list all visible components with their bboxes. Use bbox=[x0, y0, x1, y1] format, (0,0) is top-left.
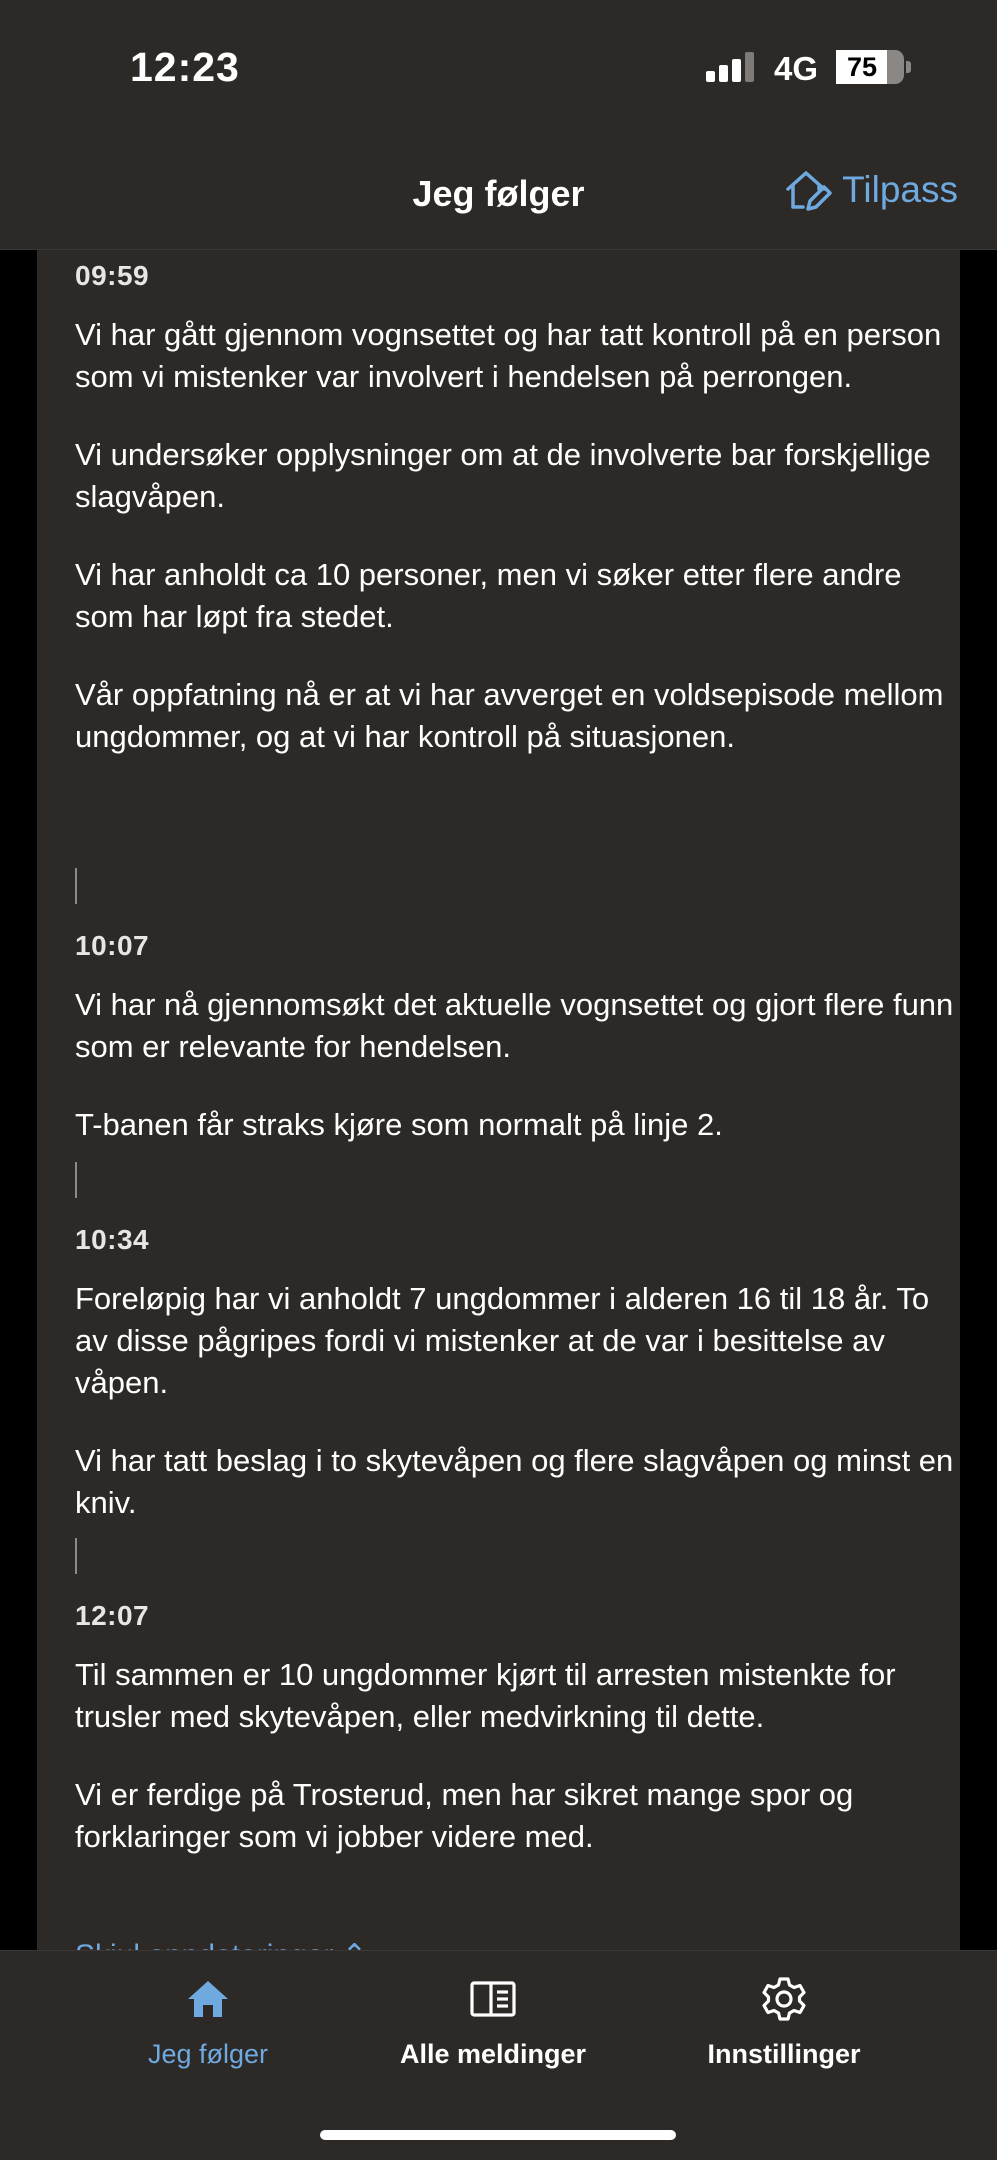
battery-icon bbox=[836, 50, 906, 84]
update-paragraph: Vi har nå gjennomsøkt det aktuelle vognsettet og gjort flere funn som er relevante for hendelsen. bbox=[75, 987, 954, 1064]
update-paragraph: Vi har tatt beslag i to skytevåpen og flere slagvåpen og minst en kniv. bbox=[75, 1443, 954, 1520]
page-title: Jeg følger bbox=[412, 173, 585, 214]
updates-feed[interactable] bbox=[37, 250, 960, 1950]
update-time: 12:07 bbox=[75, 1600, 150, 1631]
status-bar bbox=[0, 0, 997, 135]
status-time: 12:23 bbox=[130, 44, 240, 90]
update-paragraph: Vi har anholdt ca 10 personer, men vi søker etter flere andre som har løpt fra stedet. bbox=[75, 557, 902, 634]
network-type: 4G bbox=[774, 50, 819, 87]
tab-alle-meldinger[interactable] bbox=[373, 1951, 613, 2081]
update-time: 10:34 bbox=[75, 1224, 150, 1255]
update-paragraph: Vi undersøker opplysninger om at de involverte bar forskjellige slagvåpen. bbox=[75, 437, 931, 514]
customize-label: Tilpass bbox=[842, 169, 958, 210]
update-body bbox=[75, 1278, 955, 1524]
tab-jeg-folger[interactable] bbox=[98, 1951, 318, 2081]
update-paragraph: T-banen får straks kjøre som normalt på linje 2. bbox=[75, 1107, 723, 1142]
tab-label: Innstillinger bbox=[707, 2039, 861, 2069]
customize-button[interactable] bbox=[784, 167, 958, 213]
tab-bar bbox=[0, 1950, 997, 2160]
update-paragraph: Vår oppfatning nå er at vi har avverget en voldsepisode mellom ungdommer, og at vi har kontroll på situasjonen. bbox=[75, 677, 944, 754]
update-body bbox=[75, 984, 955, 1146]
update-paragraph: Foreløpig har vi anholdt 7 ungdommer i alderen 16 til 18 år. To av disse pågripes fordi vi mistenker at de var i besittelse av våpen. bbox=[75, 1281, 930, 1400]
timeline-divider bbox=[75, 868, 77, 904]
update-entry bbox=[75, 930, 955, 1146]
tab-label: Alle meldinger bbox=[399, 2039, 587, 2069]
tab-innstillinger[interactable] bbox=[674, 1951, 894, 2081]
update-body bbox=[75, 314, 955, 758]
update-paragraph: Til sammen er 10 ungdommer kjørt til arresten mistenkte for trusler med skytevåpen, eller medvirkning til dette. bbox=[75, 1657, 896, 1734]
update-body bbox=[75, 1654, 955, 1858]
update-paragraph: Vi har gått gjennom vognsettet og har tatt kontroll på en person som vi mistenker var involvert i hendelsen på perrongen. bbox=[75, 317, 942, 394]
home-icon bbox=[184, 1975, 232, 2023]
update-time: 10:07 bbox=[75, 930, 150, 961]
timeline-divider bbox=[75, 1538, 77, 1574]
update-entry bbox=[75, 1224, 955, 1524]
home-indicator[interactable] bbox=[320, 2130, 676, 2140]
update-time: 09:59 bbox=[75, 260, 150, 291]
nav-header bbox=[0, 135, 997, 250]
gear-icon bbox=[760, 1975, 808, 2023]
tab-label: Jeg følger bbox=[147, 2039, 269, 2069]
list-panel-icon bbox=[469, 1975, 517, 2023]
update-entry bbox=[75, 260, 955, 758]
update-entry bbox=[75, 1600, 955, 1858]
battery-level: 75 bbox=[846, 52, 878, 82]
home-edit-icon bbox=[784, 167, 832, 213]
timeline-divider bbox=[75, 1162, 77, 1198]
cellular-signal-icon bbox=[706, 52, 758, 82]
update-paragraph: Vi er ferdige på Trosterud, men har sikret mange spor og forklaringer som vi jobber videre med. bbox=[75, 1777, 854, 1854]
